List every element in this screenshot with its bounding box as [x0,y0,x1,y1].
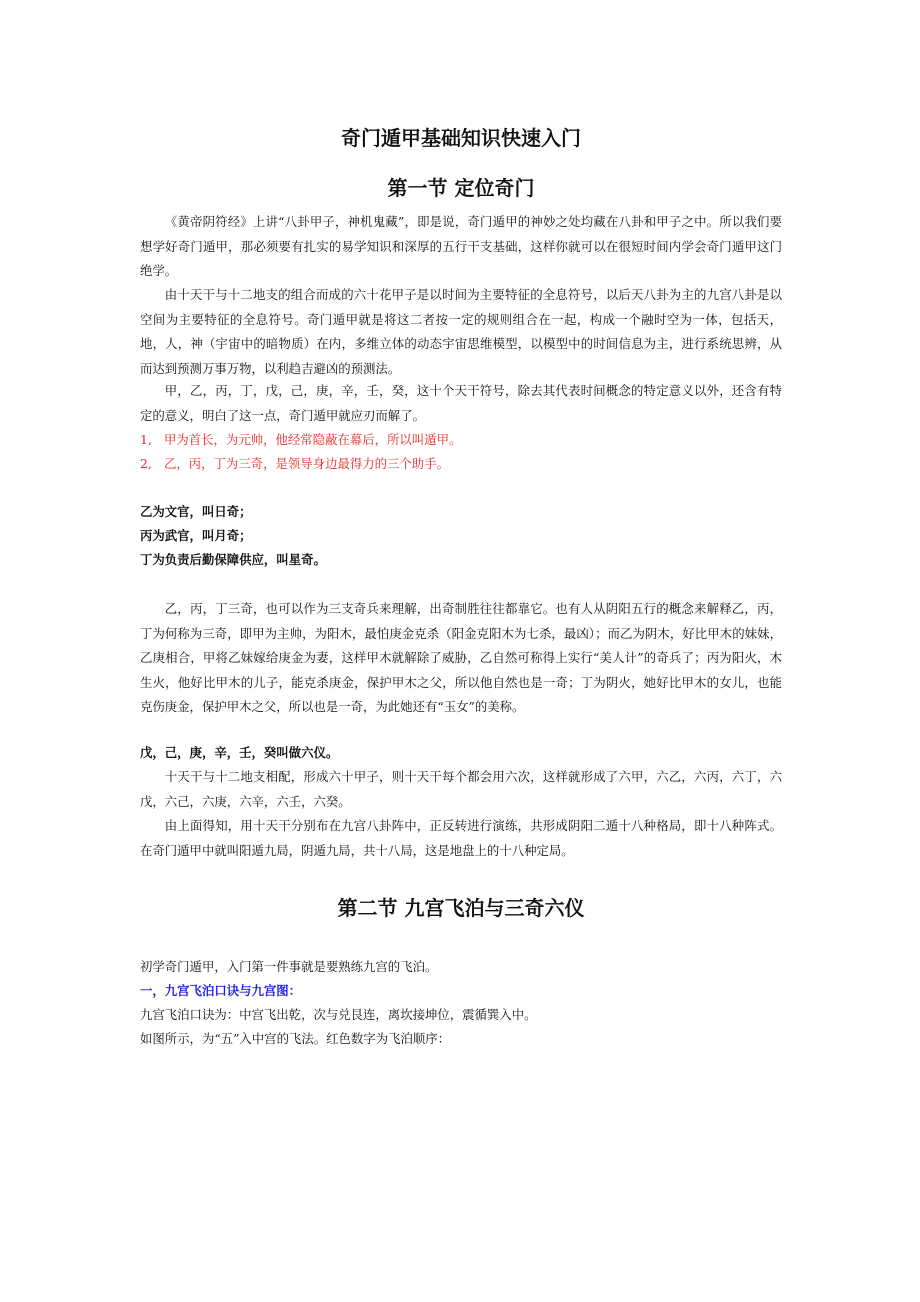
intro-line: 初学奇门遁甲，入门第一件事就是要熟练九宫的飞泊。 [140,959,438,974]
bold-line-liuyi: 戊，己，庚，辛，壬，癸叫做六仪。 [140,745,339,760]
paragraph-5: 十天干与十二地支相配，形成六十甲子，则十天干每个都会用六次，这样就形成了六甲，六乙，六丙，六丁，六戊，六己，六庚，六辛，六壬，六癸。 [140,769,782,809]
document-title: 奇门遁甲基础知识快速入门 [341,126,581,150]
paragraph-1: 《黄帝阴符经》上讲“八卦甲子，神机鬼藏”，即是说，奇门遁甲的神妙之处均藏在八卦和甲子之中。所以我们要想学好奇门遁甲，那必须要有扎实的易学知识和深厚的五行干支基础，这样你就可以在很短时间内学会奇门遁甲这门绝学。 [140,214,782,278]
paragraph-4: 乙，丙，丁三奇，也可以作为三支奇兵来理解，出奇制胜往往都靠它。也有人从阴阳五行的概念来解释乙，丙，丁为何称为三奇，即甲为主帅，为阳木，最怕庚金克杀（阳金克阳木为七杀，最凶）；而乙为阴木，好比甲木的妹妹，乙庚相合，甲将乙妹嫁给庚金为妻，这样甲木就解除了威胁，乙自然可称得上实行“美人计”的奇兵了；丙为阳火，木生火，他好比甲木的儿子，能克杀庚金，保护甲木之父，所以他自然也是一奇；丁为阴火，她好比甲木的女儿，也能克伤庚金，保护甲木之父，所以也是一奇，为此她还有“玉女”的美称。 [140,601,782,714]
paragraph-3: 甲，乙，丙，丁，戊，己，庚，辛，壬，癸，这十个天干符号，除去其代表时间概念的特定意义以外，还含有特定的意义，明白了这一点，奇门遁甲就应刃而解了。 [140,383,782,423]
figure-caption-line: 如图所示，为“五”入中宫的飞法。红色数字为飞泊顺序： [140,1031,451,1046]
paragraph-6: 由上面得知，用十天干分别布在九宫八卦阵中，正反转进行演练，共形成阴阳二遁十八种格局，即十八种阵式。在奇门遁甲中就叫阳遁九局，阴遁九局，共十八局，这是地盘上的十八种定局。 [140,818,782,858]
list-text: 甲为首长，为元帅，他经常隐蔽在幕后，所以叫遁甲。 [164,432,462,447]
section1-heading: 第一节 定位奇门 [387,176,535,200]
red-list-item-1 [140,428,782,453]
list-number: 1, [140,432,152,447]
list-number: 2, [140,456,152,471]
bold-line-bing: 丙为武官，叫月奇； [140,528,252,543]
blue-subheading: 一，九宫飞泊口诀与九宫图： [140,983,302,998]
bold-line-ding: 丁为负责后勤保障供应，叫星奇。 [140,552,326,567]
red-list-item-2 [140,452,782,477]
list-text: 乙，丙，丁为三奇，是领导身边最得力的三个助手。 [164,456,449,471]
formula-line: 九宫飞泊口诀为：中宫飞出乾，次与兑艮连，离坎接坤位，震循巽入中。 [140,1007,537,1022]
bold-line-yi: 乙为文官，叫日奇； [140,504,252,519]
section2-heading: 第二节 九宫飞泊与三奇六仪 [337,896,585,920]
paragraph-2: 由十天干与十二地支的组合而成的六十花甲子是以时间为主要特征的全息符号，以后天八卦为主的九宫八卦是以空间为主要特征的全息符号。奇门遁甲就是将这二者按一定的规则组合在一起，构成一个融时空为一体，包括天，地，人，神（宇宙中的暗物质）在内，多维立体的动态宇宙思维模型，以模型中的时间信息为主，进行系统思辨，从而达到预测万事万物，以利趋吉避凶的预测法。 [140,287,782,376]
